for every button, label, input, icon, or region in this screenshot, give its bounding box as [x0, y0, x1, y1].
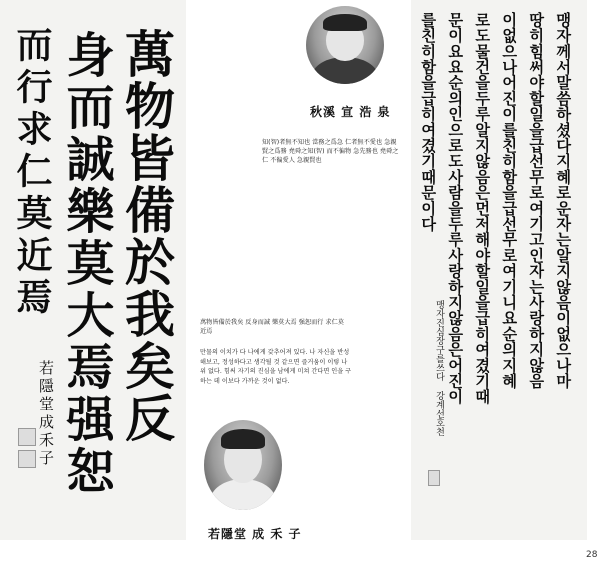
quote-text-bottom: 萬物皆備於我矣 反身而誠 樂莫大焉 强恕而行 求仁莫近焉	[200, 319, 344, 335]
calligraphy-signature: 若隱堂成禾子	[37, 360, 55, 468]
hangul-column: 를친히함을급히여겼기때문이다	[419, 12, 438, 232]
portrait-name-bottom: 若隱堂 成 禾 子	[208, 527, 302, 541]
hangul-column: 로도물건을두루알지않음은먼저해야할일을급히여겼기때	[473, 12, 492, 405]
seal-stamp	[428, 470, 440, 486]
calligraphy-column-2: 身而誠樂莫大焉强恕	[58, 30, 114, 498]
hangul-signature: 맹자진심장구를쓰다 강계선호천	[434, 300, 444, 436]
calligraphy-column-3: 而行求仁莫近焉	[11, 26, 53, 320]
seal-stamp	[18, 450, 36, 468]
portrait-photo-male	[306, 6, 384, 84]
calligraphy-column-1: 萬物皆備於我矣反	[117, 28, 176, 444]
hangul-column: 땅히힘써야할일을급선무로여기고인자는사랑하지않음	[527, 12, 546, 389]
quote-text-top: 知(智)者無不知也 當務之爲急 仁者無不愛也 急親賢之爲務 堯舜之知(智) 而不徧物 急先務也 堯舜之仁 不徧愛人 急親賢也	[262, 139, 399, 164]
page-number: 28	[586, 550, 598, 560]
seal-stamp	[18, 428, 36, 446]
hangul-column: 문이요요순의인으로도사람을두루사랑하지않음은어진이	[446, 12, 465, 405]
hangul-column: 이없으나어진이를친히함을급선무로여기니요순의지혜	[500, 12, 519, 389]
portrait-photo-female	[204, 420, 282, 510]
hangul-column: 맹자께서말씀하셨다지혜로운자는알지않음이없으나마	[554, 12, 573, 389]
translation-text-bottom: 만물의 이치가 다 나에게 갖추어져 있다. 나 자신을 반성해보고, 정성하다고 생각될 것 같으면 즐거움이 이렇 나위 없다. 힘써 자기의 진심을 남에게 미쳐 간다면 인을 구하는 데 이보다 가까운 것이 없다.	[200, 349, 352, 385]
portrait-name-top: 秋溪 宣 浩 泉	[310, 105, 391, 119]
